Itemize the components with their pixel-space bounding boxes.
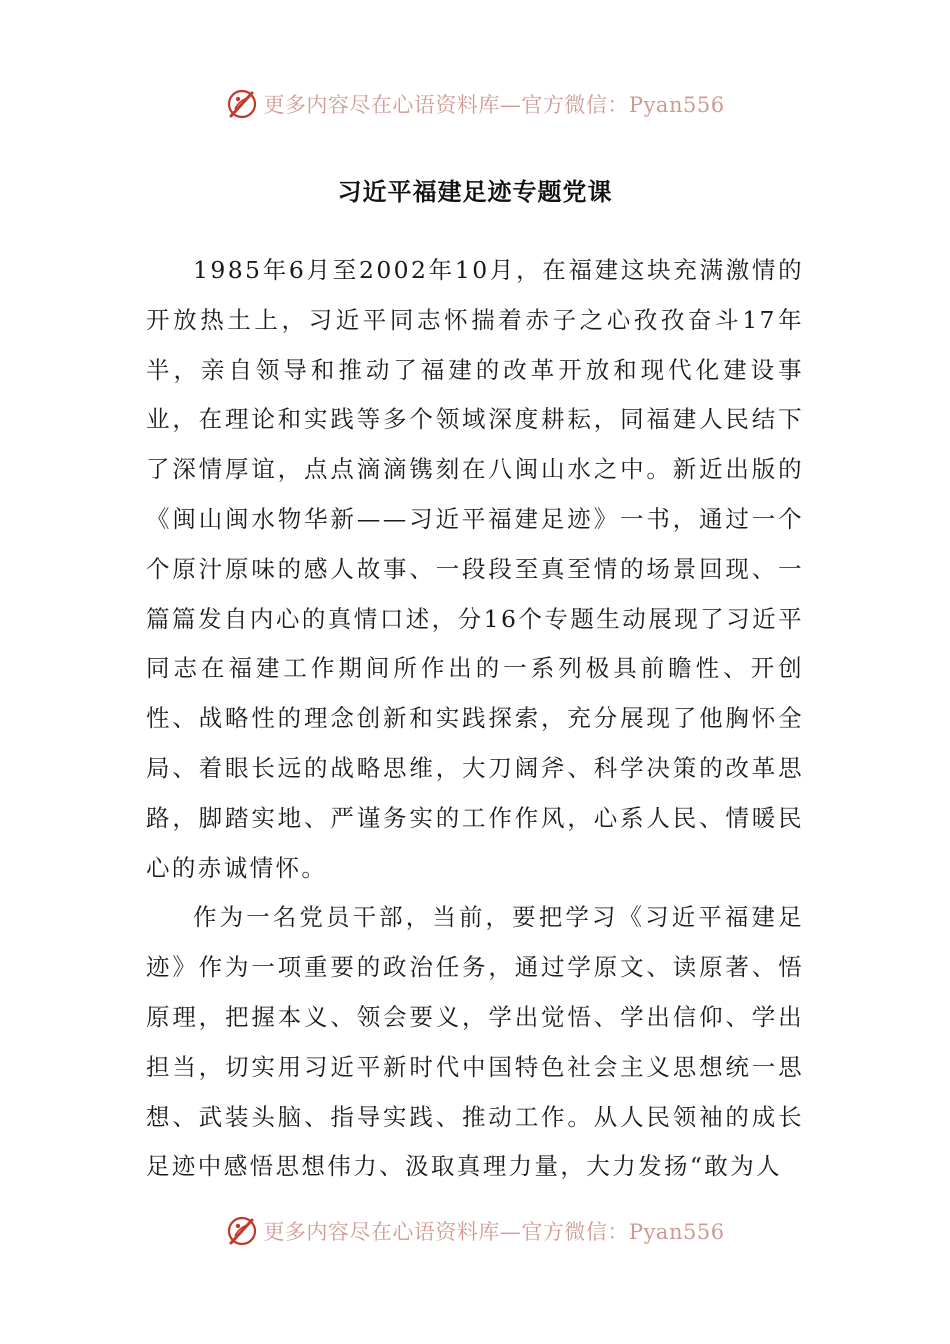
footer-watermark bbox=[0, 1211, 950, 1251]
watermark-text: 更多内容尽在心语资料库—官方微信：Pyan556 bbox=[263, 1220, 725, 1244]
paragraph: 1985年6月至2002年10月，在福建这块充满激情的开放热土上，习近平同志怀揣着赤子之心孜孜奋斗17年半，亲自领导和推动了福建的改革开放和现代化建设事业，在理论和实践等多个领域深度耕耘，同福建人民结下了深情厚谊，点点滴滴镌刻在八闽山水之中。新近出版的《闽山闽水物华新——习近平福建足迹》一书，通过一个个原汁原味的感人故事、一段段至真至情的场景回现、一篇篇发自内心的真情口述，分16个专题生动展现了习近平同志在福建工作期间所作出的一系列极具前瞻性、开创性、战略性的理念创新和实践探索，充分展现了他胸怀全局、着眼长远的战略思维，大刀阔斧、科学决策的改革思路，脚踏实地、严谨务实的工作作风，心系人民、情暖民心的赤诚情怀。 bbox=[146, 256, 804, 882]
watermark-text: 更多内容尽在心语资料库—官方微信：Pyan556 bbox=[263, 93, 725, 117]
header-watermark bbox=[0, 84, 950, 124]
pen-circle-logo-icon bbox=[225, 87, 259, 121]
document-body bbox=[146, 246, 804, 1192]
pen-circle-logo-icon bbox=[225, 1214, 259, 1248]
paragraph: 作为一名党员干部，当前，要把学习《习近平福建足迹》作为一项重要的政治任务，通过学原文、读原著、悟原理，把握本义、领会要义，学出觉悟、学出信仰、学出担当，切实用习近平新时代中国特色社会主义思想统一思想、武装头脑、指导实践、推动工作。从人民领袖的成长足迹中感悟思想伟力、汲取真理力量，大力发扬“敢为人 bbox=[146, 903, 804, 1181]
document-title: 习近平福建足迹专题党课 bbox=[337, 177, 613, 206]
